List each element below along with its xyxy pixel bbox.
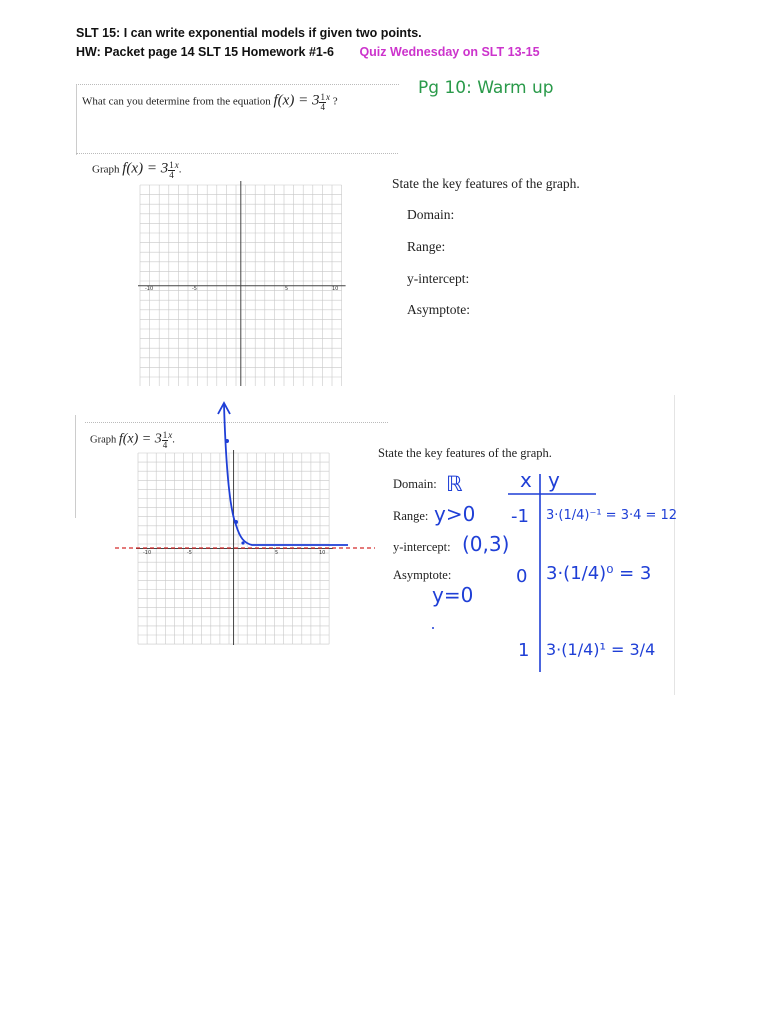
table-row3-x: 1: [518, 640, 530, 661]
table-row1-x: -1: [511, 506, 529, 527]
domain-label-2: Domain:: [393, 477, 437, 491]
point-neg1: [225, 439, 229, 443]
point-0: [234, 520, 238, 524]
graph1-tick-10: 10: [332, 286, 339, 292]
graph2-fraction: $\frac{1}{4}$: [162, 429, 168, 450]
question-fraction: $\frac{1}{4}$: [320, 91, 325, 112]
range-label-2: Range:: [393, 509, 429, 523]
question-prompt: What can you determine from the equation: [82, 95, 271, 108]
answer-range: y>0: [434, 502, 476, 526]
table-row3-calc: 3·(1/4)¹ = 3/4: [546, 640, 656, 659]
graph2-equation: f(x) = 3: [118, 431, 162, 447]
graph2-exponent: x: [168, 430, 173, 440]
table-header-x: x: [520, 468, 532, 492]
question-equation: f(x) = 3: [273, 92, 320, 109]
table-header-y: y: [548, 468, 560, 492]
stray-dot: [432, 627, 434, 629]
range-label-1: Range:: [407, 239, 446, 254]
warmup-label: Pg 10: Warm up: [418, 78, 554, 98]
answer-asymptote: y=0: [432, 583, 474, 607]
quiz-notice: Quiz Wednesday on SLT 13-15: [359, 45, 540, 59]
answer-domain: ℝ: [446, 472, 463, 496]
graph1-tick-neg10: -10: [145, 286, 154, 292]
graph2-tick-neg10: -10: [143, 550, 152, 556]
graph1-equation: f(x) = 3: [122, 160, 169, 177]
slt-title: SLT 15: I can write exponential models if given two points.: [76, 26, 422, 40]
domain-label-1: Domain:: [407, 207, 455, 222]
graph1-label: Graph: [92, 163, 120, 176]
graph2-end: .: [172, 434, 175, 446]
asymptote-label-1: Asymptote:: [407, 302, 470, 317]
graph1-tick-5: 5: [285, 286, 289, 292]
features-title-1: State the key features of the graph.: [392, 176, 580, 191]
point-1: [241, 541, 244, 544]
graph1-tick-neg5: -5: [192, 286, 197, 292]
graph1-end: .: [178, 163, 182, 176]
asymptote-label-2: Asymptote:: [393, 568, 452, 582]
table-row1-calc: 3·(1/4)⁻¹ = 3·4 = 12: [546, 508, 678, 523]
graph2-tick-10: 10: [319, 550, 326, 556]
homework-text: HW: Packet page 14 SLT 15 Homework #1-6: [76, 45, 334, 59]
table-row2-calc: 3·(1/4)⁰ = 3: [546, 563, 652, 584]
table-row2-x: 0: [516, 566, 528, 587]
question-end: ?: [332, 95, 338, 108]
graph2-label: Graph: [90, 434, 117, 446]
features-title-2: State the key features of the graph.: [378, 446, 552, 460]
graph2-tick-5: 5: [275, 550, 279, 556]
answer-yint: (0,3): [462, 532, 510, 556]
graph1-exponent: x: [174, 160, 179, 170]
graph1-fraction: $\frac{1}{4}$: [169, 159, 174, 180]
exponential-curve: [224, 405, 348, 545]
yint-label-2: y-intercept:: [393, 540, 451, 554]
graph2-tick-neg5: -5: [187, 550, 192, 556]
question-exponent: x: [325, 92, 330, 102]
yint-label-1: y-intercept:: [407, 271, 470, 286]
